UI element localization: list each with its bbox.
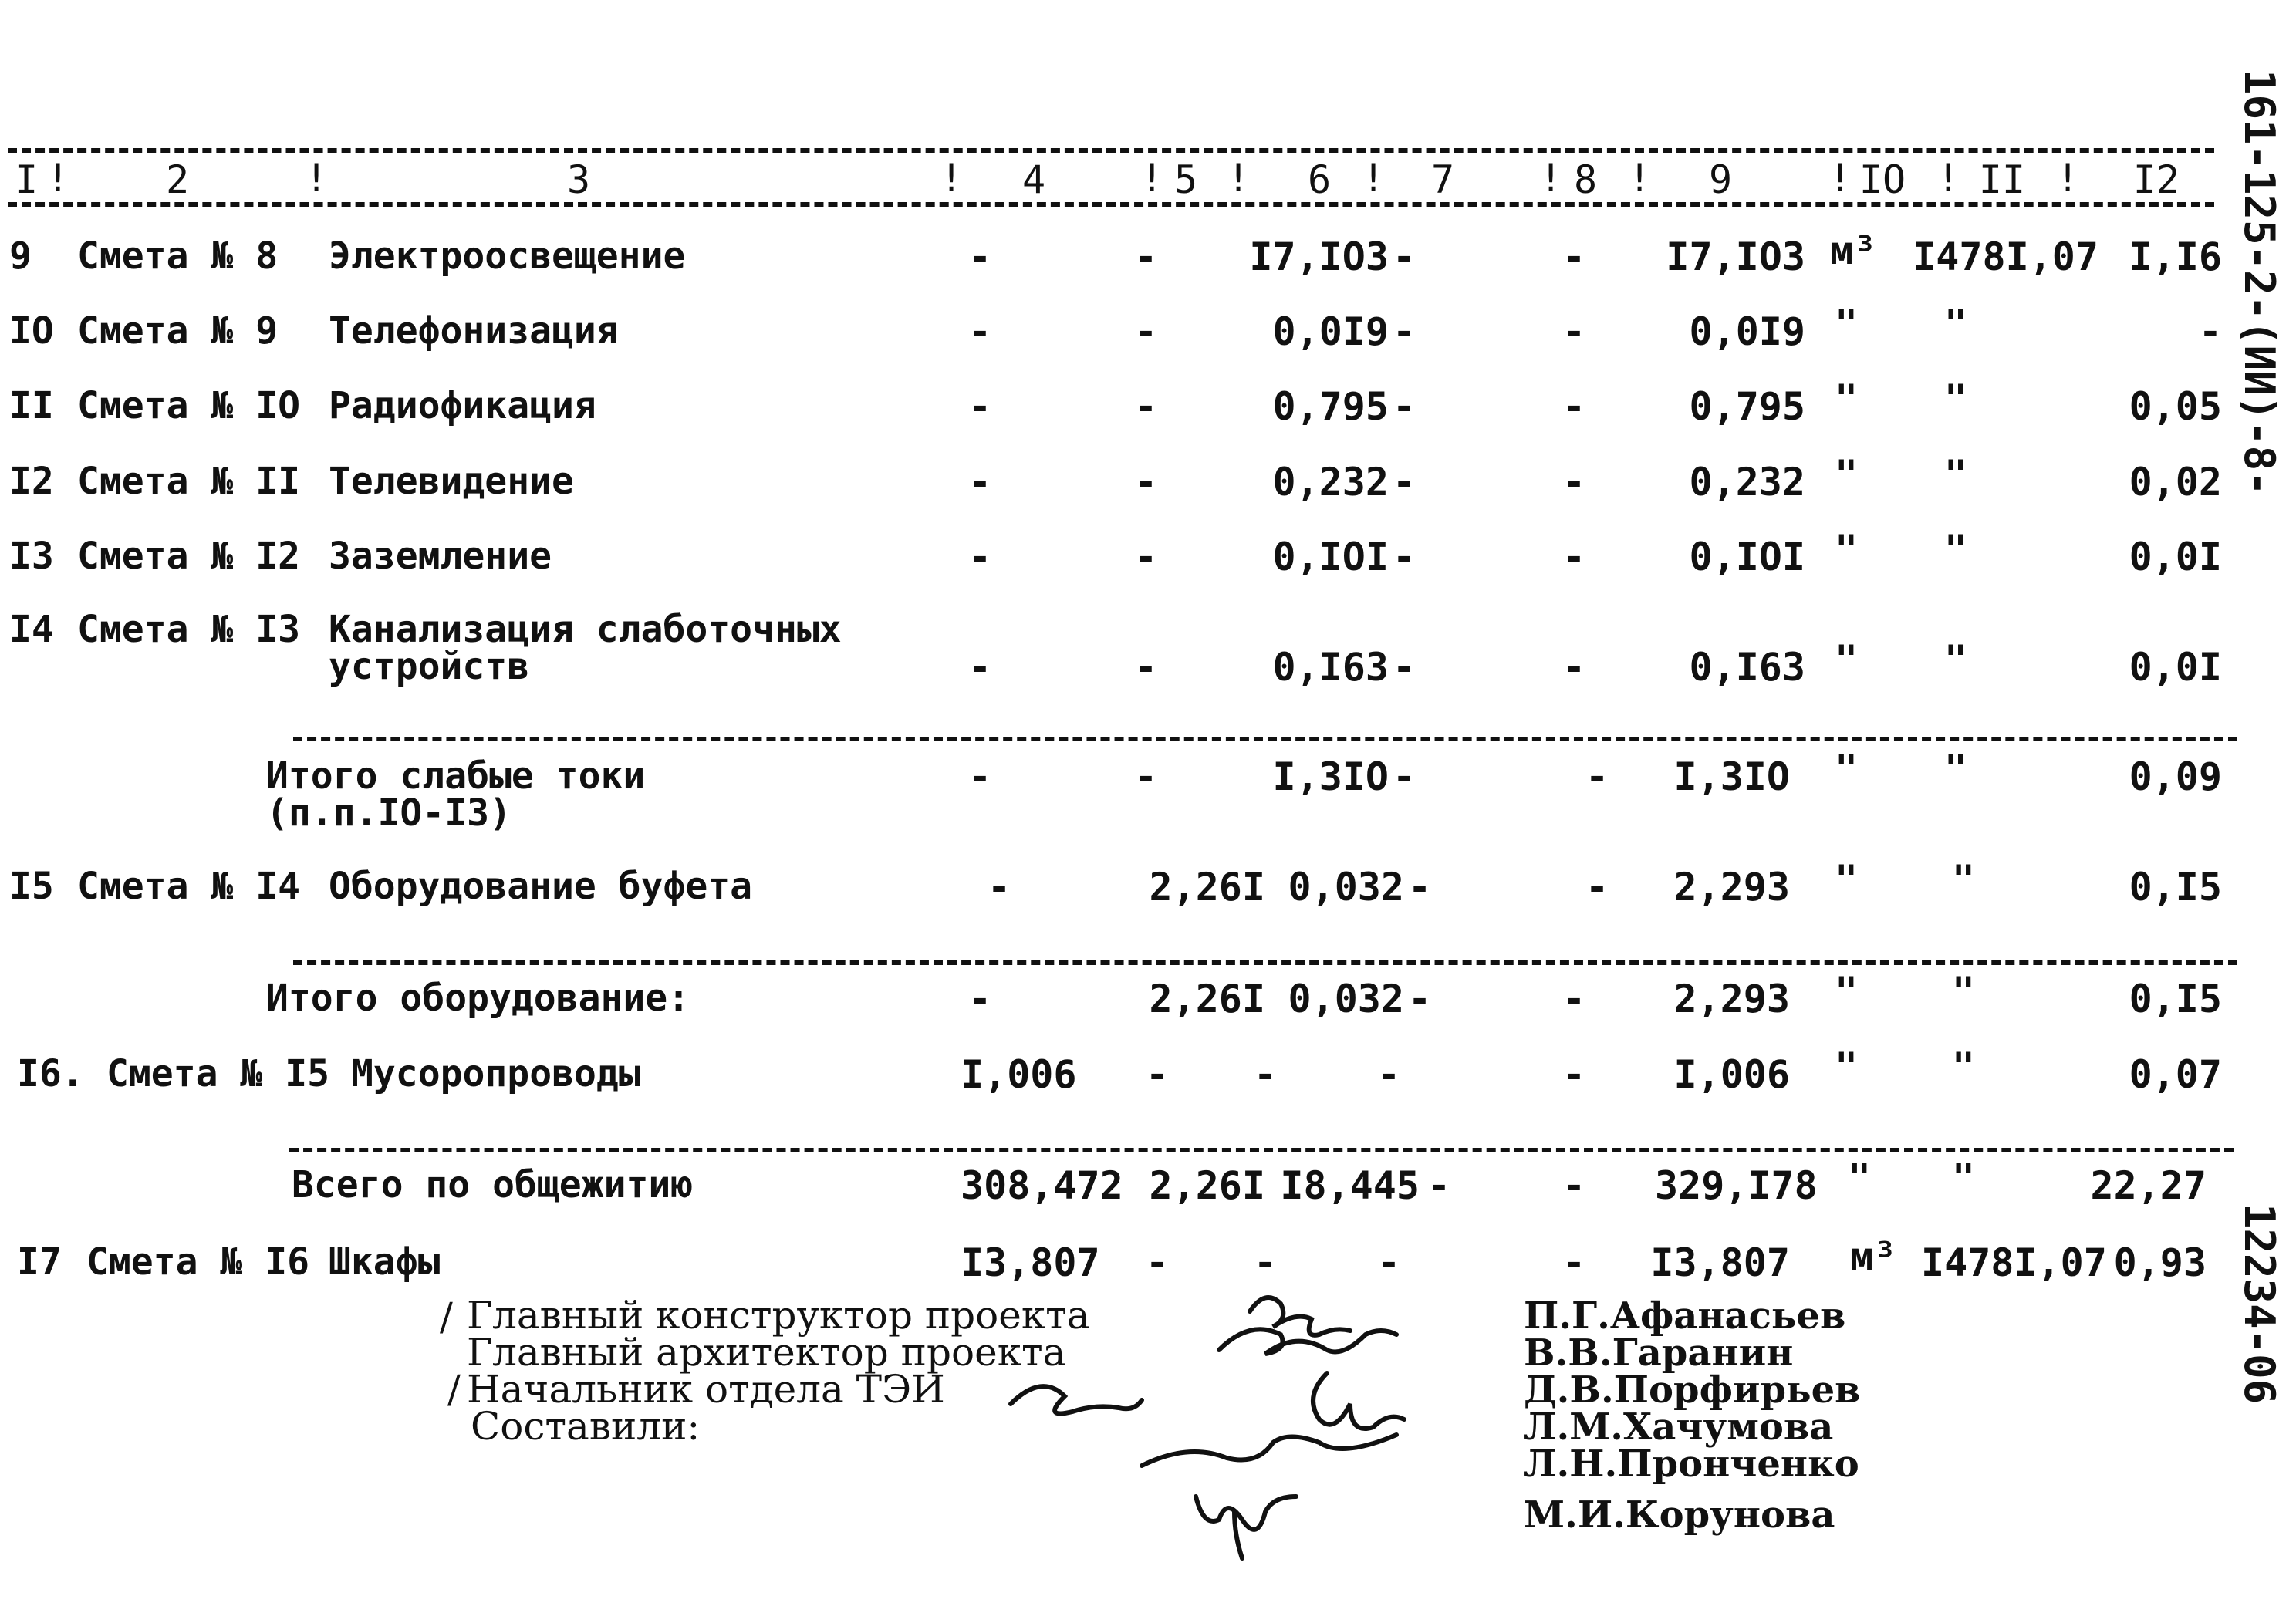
cell-col-10: ": [1835, 452, 1859, 497]
cell-col-4: I3,807: [961, 1240, 1100, 1285]
cell-col-9: 0,232: [1689, 460, 1805, 504]
cell-col-7: -: [1407, 977, 1432, 1021]
cell-col-7: -: [1392, 535, 1416, 579]
row-number: I3: [9, 535, 54, 578]
header-separators: !: [940, 156, 964, 201]
cell-col-4: 308,472: [961, 1163, 1123, 1208]
cell-col-6: I8,445: [1280, 1163, 1420, 1208]
cell-col-5: -: [1133, 535, 1158, 579]
section-rule: [293, 960, 2237, 965]
cell-col-6: I,3IO: [1272, 754, 1389, 799]
header-col-1: I: [14, 157, 39, 202]
item-name: Канализация слаботочных: [329, 608, 842, 651]
cell-col-9: 0,IOI: [1689, 535, 1805, 579]
cell-col-10: ": [1848, 1156, 1872, 1200]
cell-col-9: I,006: [1673, 1052, 1790, 1097]
cell-col-6: 0,I63: [1272, 645, 1389, 690]
item-name: Шкафы: [329, 1240, 441, 1284]
cell-col-4: I,006: [961, 1052, 1077, 1097]
cell-col-9: I,3IO: [1673, 754, 1790, 799]
cell-col-11: ": [1951, 1156, 1975, 1200]
cell-col-12: 0,09: [2129, 754, 2222, 799]
cell-col-11: I478I,07: [1921, 1240, 2107, 1285]
margin-bottom-annotation: 12234-06: [2235, 1203, 2284, 1405]
header-bottom-rule: [8, 202, 2214, 207]
item-name: Заземление: [329, 535, 552, 578]
cell-col-10: м³: [1830, 228, 1877, 273]
signatory-name: П.Г.Афанасьев: [1524, 1294, 1846, 1338]
header-separators: !: [46, 156, 70, 201]
cell-col-8: -: [1585, 754, 1609, 799]
cell-col-5: -: [1145, 1240, 1170, 1285]
estimate-label: Смета № I5: [106, 1052, 329, 1095]
estimate-label: Смета № I2: [77, 535, 300, 578]
cell-col-11: ": [1943, 302, 1967, 346]
item-name: Итого слабые токи: [266, 754, 646, 798]
cell-col-12: 0,0I: [2129, 645, 2222, 690]
header-separators: !: [305, 156, 329, 201]
signature-title: Главный конструктор проекта: [467, 1293, 1090, 1338]
cell-col-6: 0,032: [1288, 977, 1404, 1021]
item-name: Электроосвещение: [329, 235, 686, 278]
estimate-label: Смета № 8: [77, 235, 279, 278]
header-separators: !: [1227, 156, 1251, 201]
item-name: Телевидение: [329, 460, 574, 503]
cell-col-8: -: [1585, 865, 1609, 909]
row-number: I4: [9, 608, 54, 651]
cell-col-8: -: [1562, 1240, 1586, 1285]
cell-col-9: 2,293: [1673, 977, 1790, 1021]
cell-col-10: ": [1835, 1044, 1859, 1089]
cell-col-4: -: [967, 535, 992, 579]
cell-col-11: I478I,07: [1913, 235, 2098, 279]
cell-col-7: -: [1392, 645, 1416, 690]
header-separators: !: [1140, 156, 1164, 201]
cell-col-12: 22,27: [2090, 1163, 2207, 1208]
cell-col-6: 0,795: [1272, 384, 1389, 429]
header-col-4: 4: [1021, 157, 1046, 202]
cell-col-11: ": [1951, 857, 1975, 902]
cell-col-5: -: [1133, 645, 1158, 690]
cell-col-11: ": [1943, 452, 1967, 497]
cell-col-10: ": [1835, 637, 1859, 682]
cell-col-10: ": [1835, 747, 1859, 791]
cell-col-9: 329,I78: [1655, 1163, 1818, 1208]
cell-col-7: -: [1392, 384, 1416, 429]
cell-col-10: м³: [1850, 1234, 1897, 1279]
cell-col-11: ": [1943, 747, 1967, 791]
cell-col-6: 0,232: [1272, 460, 1389, 504]
header-col-7: 7: [1430, 157, 1455, 202]
item-name-continued: устройств: [329, 645, 530, 688]
cell-col-6: 0,0I9: [1272, 309, 1389, 354]
cell-col-7: -: [1427, 1163, 1451, 1208]
cell-col-8: -: [1562, 309, 1586, 354]
margin-top-annotation: 161-125-2-(ИИ)-8-: [2235, 69, 2284, 496]
cell-col-12: 0,05: [2129, 384, 2222, 429]
cell-col-9: 0,I63: [1689, 645, 1805, 690]
cell-col-8: -: [1562, 1052, 1586, 1097]
cell-col-4: -: [967, 460, 992, 504]
cell-col-4: -: [967, 384, 992, 429]
cell-col-10: ": [1835, 857, 1859, 902]
header-col-6: 6: [1307, 157, 1332, 202]
cell-col-7: -: [1392, 460, 1416, 504]
cell-col-6: 0,032: [1288, 865, 1404, 909]
estimate-label: Смета № IO: [77, 384, 300, 427]
cell-col-4: -: [967, 645, 992, 690]
cell-col-12: 0,I5: [2129, 977, 2222, 1021]
row-number: IO: [9, 309, 54, 353]
cell-col-11: ": [1951, 1044, 1975, 1089]
estimate-label: Смета № 9: [77, 309, 279, 353]
header-separators: !: [2056, 156, 2080, 201]
header-separators: !: [1628, 156, 1652, 201]
header-separators: !: [1362, 156, 1386, 201]
item-name: Итого оборудование:: [266, 977, 690, 1020]
cell-col-6: -: [1253, 1240, 1278, 1285]
signatory-name: М.И.Корунова: [1524, 1493, 1835, 1537]
cell-col-12: I,I6: [2129, 235, 2222, 279]
handwritten-signatures: [988, 1265, 1528, 1574]
estimate-label: Смета № I3: [77, 608, 300, 651]
cell-col-7: -: [1392, 235, 1416, 279]
cell-col-7: -: [1392, 754, 1416, 799]
cell-col-8: -: [1562, 977, 1586, 1021]
header-separators: !: [1828, 156, 1852, 201]
cell-col-8: -: [1562, 384, 1586, 429]
cell-col-12: 0,07: [2129, 1052, 2222, 1097]
tick-mark: /: [447, 1367, 461, 1412]
cell-col-12: 0,I5: [2129, 865, 2222, 909]
header-col-2: 2: [165, 157, 190, 202]
cell-col-11: ": [1943, 376, 1967, 421]
header-col-8: 8: [1573, 157, 1598, 202]
header-col-11: II: [1978, 157, 2026, 202]
cell-col-8: -: [1562, 460, 1586, 504]
cell-col-4: -: [987, 865, 1011, 909]
cell-col-5: 2,26I: [1149, 977, 1265, 1021]
cell-col-7: -: [1376, 1052, 1401, 1097]
cell-col-6: -: [1253, 1052, 1278, 1097]
cell-col-4: -: [967, 309, 992, 354]
cell-col-12: 0,02: [2129, 460, 2222, 504]
cell-col-5: -: [1133, 754, 1158, 799]
cell-col-10: ": [1835, 969, 1859, 1014]
item-name: Всего по общежитию: [292, 1163, 694, 1206]
cell-col-11: ": [1943, 637, 1967, 682]
cell-col-5: 2,26I: [1149, 865, 1265, 909]
signature-title: Составили:: [471, 1404, 701, 1449]
cell-col-12: 0,93: [2113, 1240, 2207, 1285]
cell-col-5: 2,26I: [1149, 1163, 1265, 1208]
header-col-10: IO: [1859, 157, 1906, 202]
section-rule: [293, 737, 2237, 741]
signature-title: Главный архитектор проекта: [467, 1330, 1066, 1375]
row-number: I6.: [17, 1052, 84, 1095]
header-top-rule: [8, 148, 2214, 153]
cell-col-9: 0,795: [1689, 384, 1805, 429]
item-name: Радиофикация: [329, 384, 596, 427]
cell-col-4: -: [967, 977, 992, 1021]
cell-col-10: ": [1835, 302, 1859, 346]
cell-col-9: I7,IO3: [1666, 235, 1805, 279]
cell-col-8: -: [1562, 535, 1586, 579]
header-col-5: 5: [1173, 157, 1198, 202]
section-rule: [289, 1148, 2234, 1152]
cell-col-7: -: [1407, 865, 1432, 909]
cell-col-11: ": [1943, 527, 1967, 572]
row-number: 9: [9, 235, 32, 278]
item-name: Телефонизация: [329, 309, 619, 353]
header-col-3: 3: [566, 157, 591, 202]
header-col-9: 9: [1708, 157, 1733, 202]
cell-col-4: -: [967, 754, 992, 799]
cell-col-6: 0,IOI: [1272, 535, 1389, 579]
cell-col-11: ": [1951, 969, 1975, 1014]
cell-col-5: -: [1133, 235, 1158, 279]
cell-col-9: I3,807: [1650, 1240, 1790, 1285]
cell-col-4: -: [967, 235, 992, 279]
cell-col-12: -: [2198, 309, 2222, 354]
header-separators: !: [1936, 156, 1960, 201]
signature-title: Начальник отдела ТЭИ: [467, 1367, 945, 1412]
cell-col-6: I7,IO3: [1249, 235, 1389, 279]
signatory-name: Д.В.Порфирьев: [1524, 1368, 1861, 1412]
cell-col-10: ": [1835, 376, 1859, 421]
cell-col-5: -: [1145, 1052, 1170, 1097]
cell-col-7: -: [1376, 1240, 1401, 1285]
cell-col-8: -: [1562, 645, 1586, 690]
signatory-name: Л.Н.Пронченко: [1524, 1443, 1859, 1486]
cell-col-8: -: [1562, 235, 1586, 279]
cell-col-5: -: [1133, 309, 1158, 354]
cell-col-5: -: [1133, 384, 1158, 429]
row-number: I5: [9, 865, 54, 908]
header-separators: !: [1539, 156, 1563, 201]
signatory-name: Л.М.Хачумова: [1524, 1405, 1834, 1449]
cell-col-9: 0,0I9: [1689, 309, 1805, 354]
header-col-12: I2: [2132, 157, 2180, 202]
row-number: I2: [9, 460, 54, 503]
row-number: II: [9, 384, 54, 427]
item-name: Мусоропроводы: [351, 1052, 641, 1095]
cell-col-12: 0,0I: [2129, 535, 2222, 579]
cell-col-10: ": [1835, 527, 1859, 572]
cell-col-7: -: [1392, 309, 1416, 354]
cell-col-8: -: [1562, 1163, 1586, 1208]
cell-col-9: 2,293: [1673, 865, 1790, 909]
cell-col-5: -: [1133, 460, 1158, 504]
estimate-label: Смета № II: [77, 460, 300, 503]
item-name: Оборудование буфета: [329, 865, 753, 908]
estimate-label: Смета № I6: [86, 1240, 309, 1284]
estimate-label: Смета № I4: [77, 865, 300, 908]
row-number: I7: [17, 1240, 62, 1284]
signatory-name: В.В.Гаранин: [1524, 1331, 1794, 1375]
item-name-continued: (п.п.IO-I3): [266, 791, 512, 835]
tick-mark: /: [440, 1294, 453, 1339]
